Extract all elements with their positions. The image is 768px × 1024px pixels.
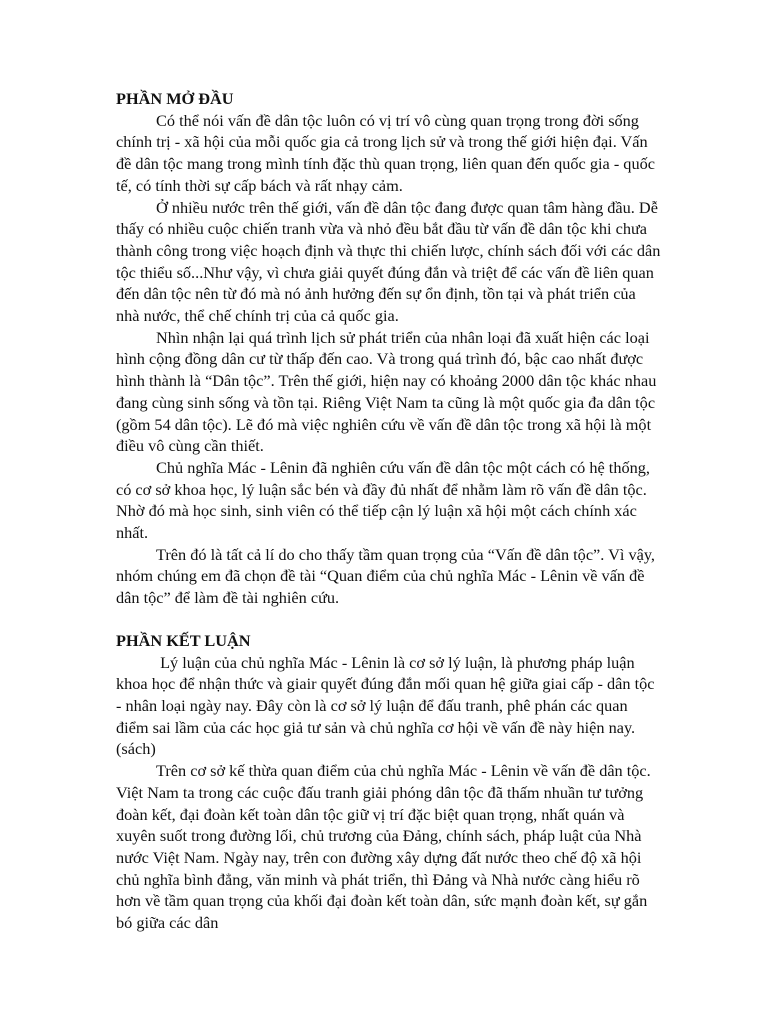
- paragraph: Lý luận của chủ nghĩa Mác - Lênin là cơ sở lý luận, là phương pháp luận khoa học để nhận thức và giair quyết đúng đắn mối quan hệ giữa giai cấp - dân tộc - nhân loại ngày nay. Đây còn là cơ sở lý luận để đấu tranh, phê phán các quan điểm sai lầm của các học giả tư sản và chủ nghĩa cơ hội về vấn đề này hiện nay. (sách): [116, 652, 659, 759]
- paragraph: Ở nhiều nước trên thế giới, vấn đề dân tộc đang được quan tâm hàng đầu. Dễ thấy có nhiều cuộc chiến tranh vừa và nhỏ đều bắt đầu từ vấn đề dân tộc khi chưa thành công trong việc hoạch định và thực thi chiến lược, chính sách đối với các dân tộc thiểu số...Như vậy, vì chưa giải quyết đúng đắn và triệt để các vấn đề liên quan đến dân tộc nên từ đó mà nó ảnh hưởng đến sự ổn định, tồn tại và phát triển của nhà nước, thể chế chính trị của cả quốc gia.: [116, 197, 661, 326]
- section-introduction: [116, 88, 661, 609]
- document-body: [116, 88, 661, 934]
- paragraph: Trên cơ sở kế thừa quan điểm của chủ nghĩa Mác - Lênin về vấn đề dân tộc. Việt Nam ta trong các cuộc đấu tranh giải phóng dân tộc đã thấm nhuần tư tưởng đoàn kết, đại đoàn kết toàn dân tộc giữ vị trí đặc biệt quan trọng, nhất quán và xuyên suốt trong đường lối, chủ trương của Đảng, chính sách, pháp luật của Nhà nước Việt Nam. Ngày nay, trên con đường xây dựng đất nước theo chế độ xã hội chủ nghĩa bình đẳng, văn minh và phát triển, thì Đảng và Nhà nước càng hiểu rõ hơn về tầm quan trọng của khối đại đoàn kết toàn dân, sức mạnh đoàn kết, sự gắn bó giữa các dân: [116, 761, 651, 933]
- paragraph: Trên đó là tất cả lí do cho thấy tầm quan trọng của “Vấn đề dân tộc”. Vì vậy, nhóm chúng em đã chọn đề tài “Quan điểm của chủ nghĩa Mác - Lênin về vấn đề dân tộc” để làm đề tài nghiên cứu.: [116, 544, 655, 608]
- paragraph: Nhìn nhận lại quá trình lịch sử phát triển của nhân loại đã xuất hiện các loại hình cộng đồng dân cư từ thấp đến cao. Và trong quá trình đó, bậc cao nhất được hình thành là “Dân tộc”. Trên thế giới, hiện nay có khoảng 2000 dân tộc khác nhau đang cùng sinh sống và tồn tại. Riêng Việt Nam ta cũng là một quốc gia đa dân tộc (gồm 54 dân tộc). Lẽ đó mà việc nghiên cứu về vấn đề dân tộc trong xã hội là một điều vô cùng cần thiết.: [116, 327, 657, 456]
- paragraph: Chủ nghĩa Mác - Lênin đã nghiên cứu vấn đề dân tộc một cách có hệ thống, có cơ sở khoa học, lý luận sắc bén và đầy đủ nhất để nhằm làm rõ vấn đề dân tộc. Nhờ đó mà học sinh, sinh viên có thể tiếp cận lý luận xã hội một cách chính xác nhất.: [116, 457, 650, 543]
- section-conclusion: [116, 630, 661, 934]
- paragraph: Có thể nói vấn đề dân tộc luôn có vị trí vô cùng quan trọng trong đời sống chính trị - xã hội của mỗi quốc gia cả trong lịch sử và trong thế giới hiện đại. Vấn đề dân tộc mang trong mình tính đặc thù quan trọng, liên quan đến quốc gia - quốc tế, có tính thời sự cấp bách và rất nhạy cảm.: [116, 110, 655, 195]
- section-spacer: [116, 609, 661, 630]
- section-heading-conclusion: PHẦN KẾT LUẬN: [116, 630, 251, 650]
- section-heading-introduction: PHẦN MỞ ĐẦU: [116, 89, 234, 108]
